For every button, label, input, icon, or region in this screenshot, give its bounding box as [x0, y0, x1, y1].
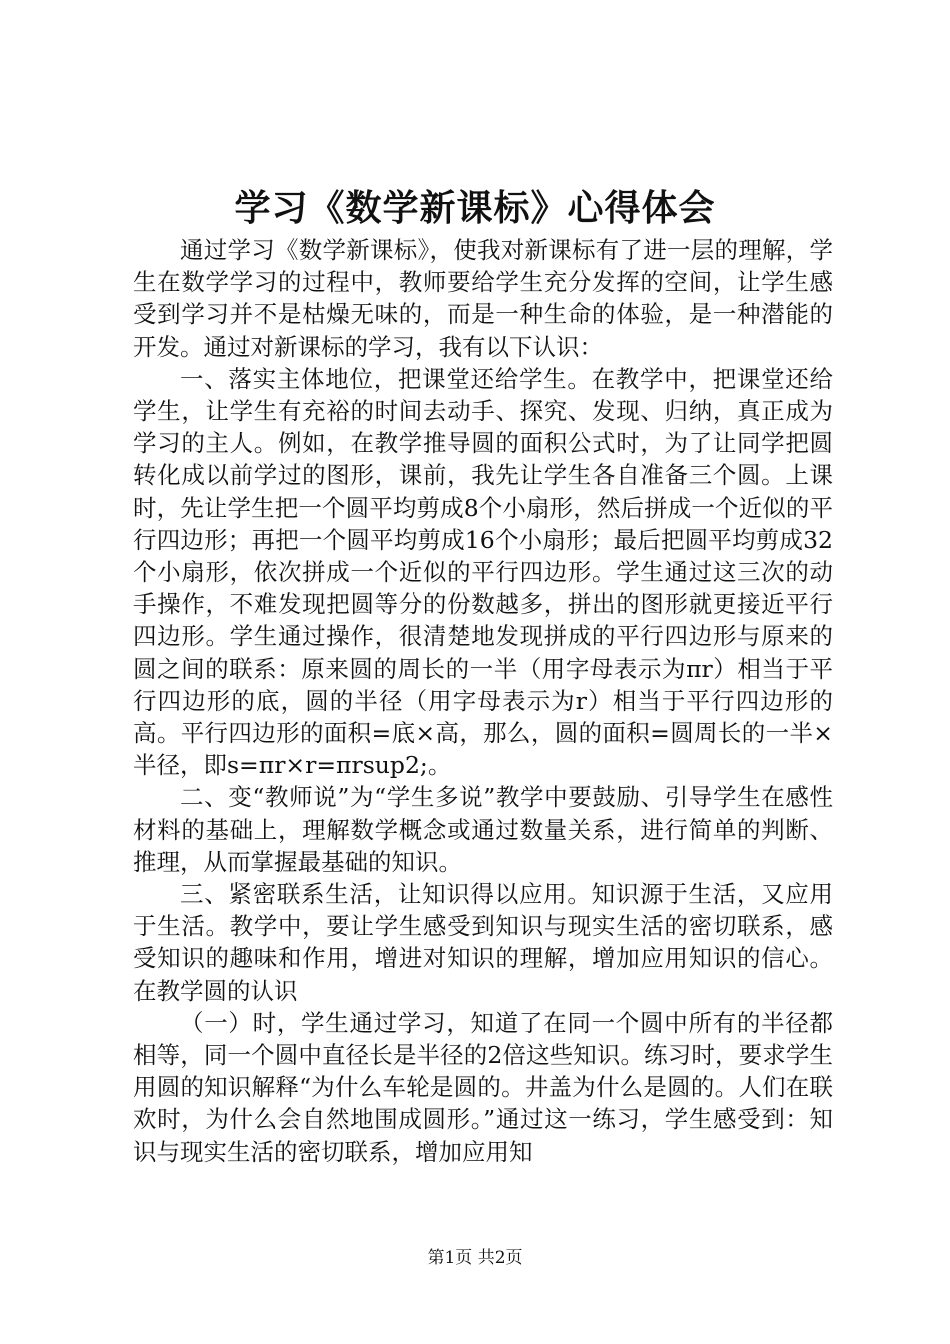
paragraph-intro: 通过学习《数学新课标》，使我对新课标有了进一层的理解，学生在数学学习的过程中，教师要给学生充分发挥的空间，让学生感受到学习并不是枯燥无味的，而是一种生命的体验，是一种潜能的开发。通过对新课标的学习，我有以下认识： — [133, 236, 833, 361]
paragraph-point-three: 三、紧密联系生活，让知识得以应用。知识源于生活，又应用于生活。教学中，要让学生感受到知识与现实生活的密切联系，感受知识的趣味和作用，增进对知识的理解，增加应用知识的信心。在教学圆的认识 — [133, 880, 833, 1005]
document-body — [133, 234, 833, 1168]
page-number: 第1页 共2页 — [427, 1248, 523, 1268]
document-title: 学习《数学新课标》心得体会 — [234, 187, 716, 229]
paragraph-point-three-continued: （一）时，学生通过学习，知道了在同一个圆中所有的半径都相等，同一个圆中直径长是半径的2倍这些知识。练习时，要求学生用圆的知识解释“为什么车轮是圆的。井盖为什么是圆的。人们在联欢时，为什么会自然地围成圆形。”通过这一练习，学生感受到：知识与现实生活的密切联系，增加应用知 — [133, 1008, 833, 1166]
paragraph-point-two: 二、变“教师说”为“学生多说”教学中要鼓励、引导学生在感性材料的基础上，理解数学概念或通过数量关系，进行简单的判断、推理，从而掌握最基础的知识。 — [133, 783, 833, 876]
paragraph-point-one: 一、落实主体地位，把课堂还给学生。在教学中，把课堂还给学生，让学生有充裕的时间去动手、探究、发现、归纳，真正成为学习的主人。例如，在教学推导圆的面积公式时，为了让同学把圆转化成以前学过的图形，课前，我先让学生各自准备三个圆。上课时，先让学生把一个圆平均剪成8个小扇形，然后拼成一个近似的平行四边形；再把一个圆平均剪成16个小扇形；最后把圆平均剪成32个小扇形，依次拼成一个近似的平行四边形。学生通过这三次的动手操作，不难发现把圆等分的份数越多，拼出的图形就更接近平行四边形。学生通过操作，很清楚地发现拼成的平行四边形与原来的圆之间的联系：原来圆的周长的一半（用字母表示为πr）相当于平行四边形的底，圆的半径（用字母表示为r）相当于平行四边形的高。平行四边形的面积=底×高，那么，圆的面积=圆周长的一半×半径，即s=πr×r=πrsup2;。 — [133, 364, 833, 780]
